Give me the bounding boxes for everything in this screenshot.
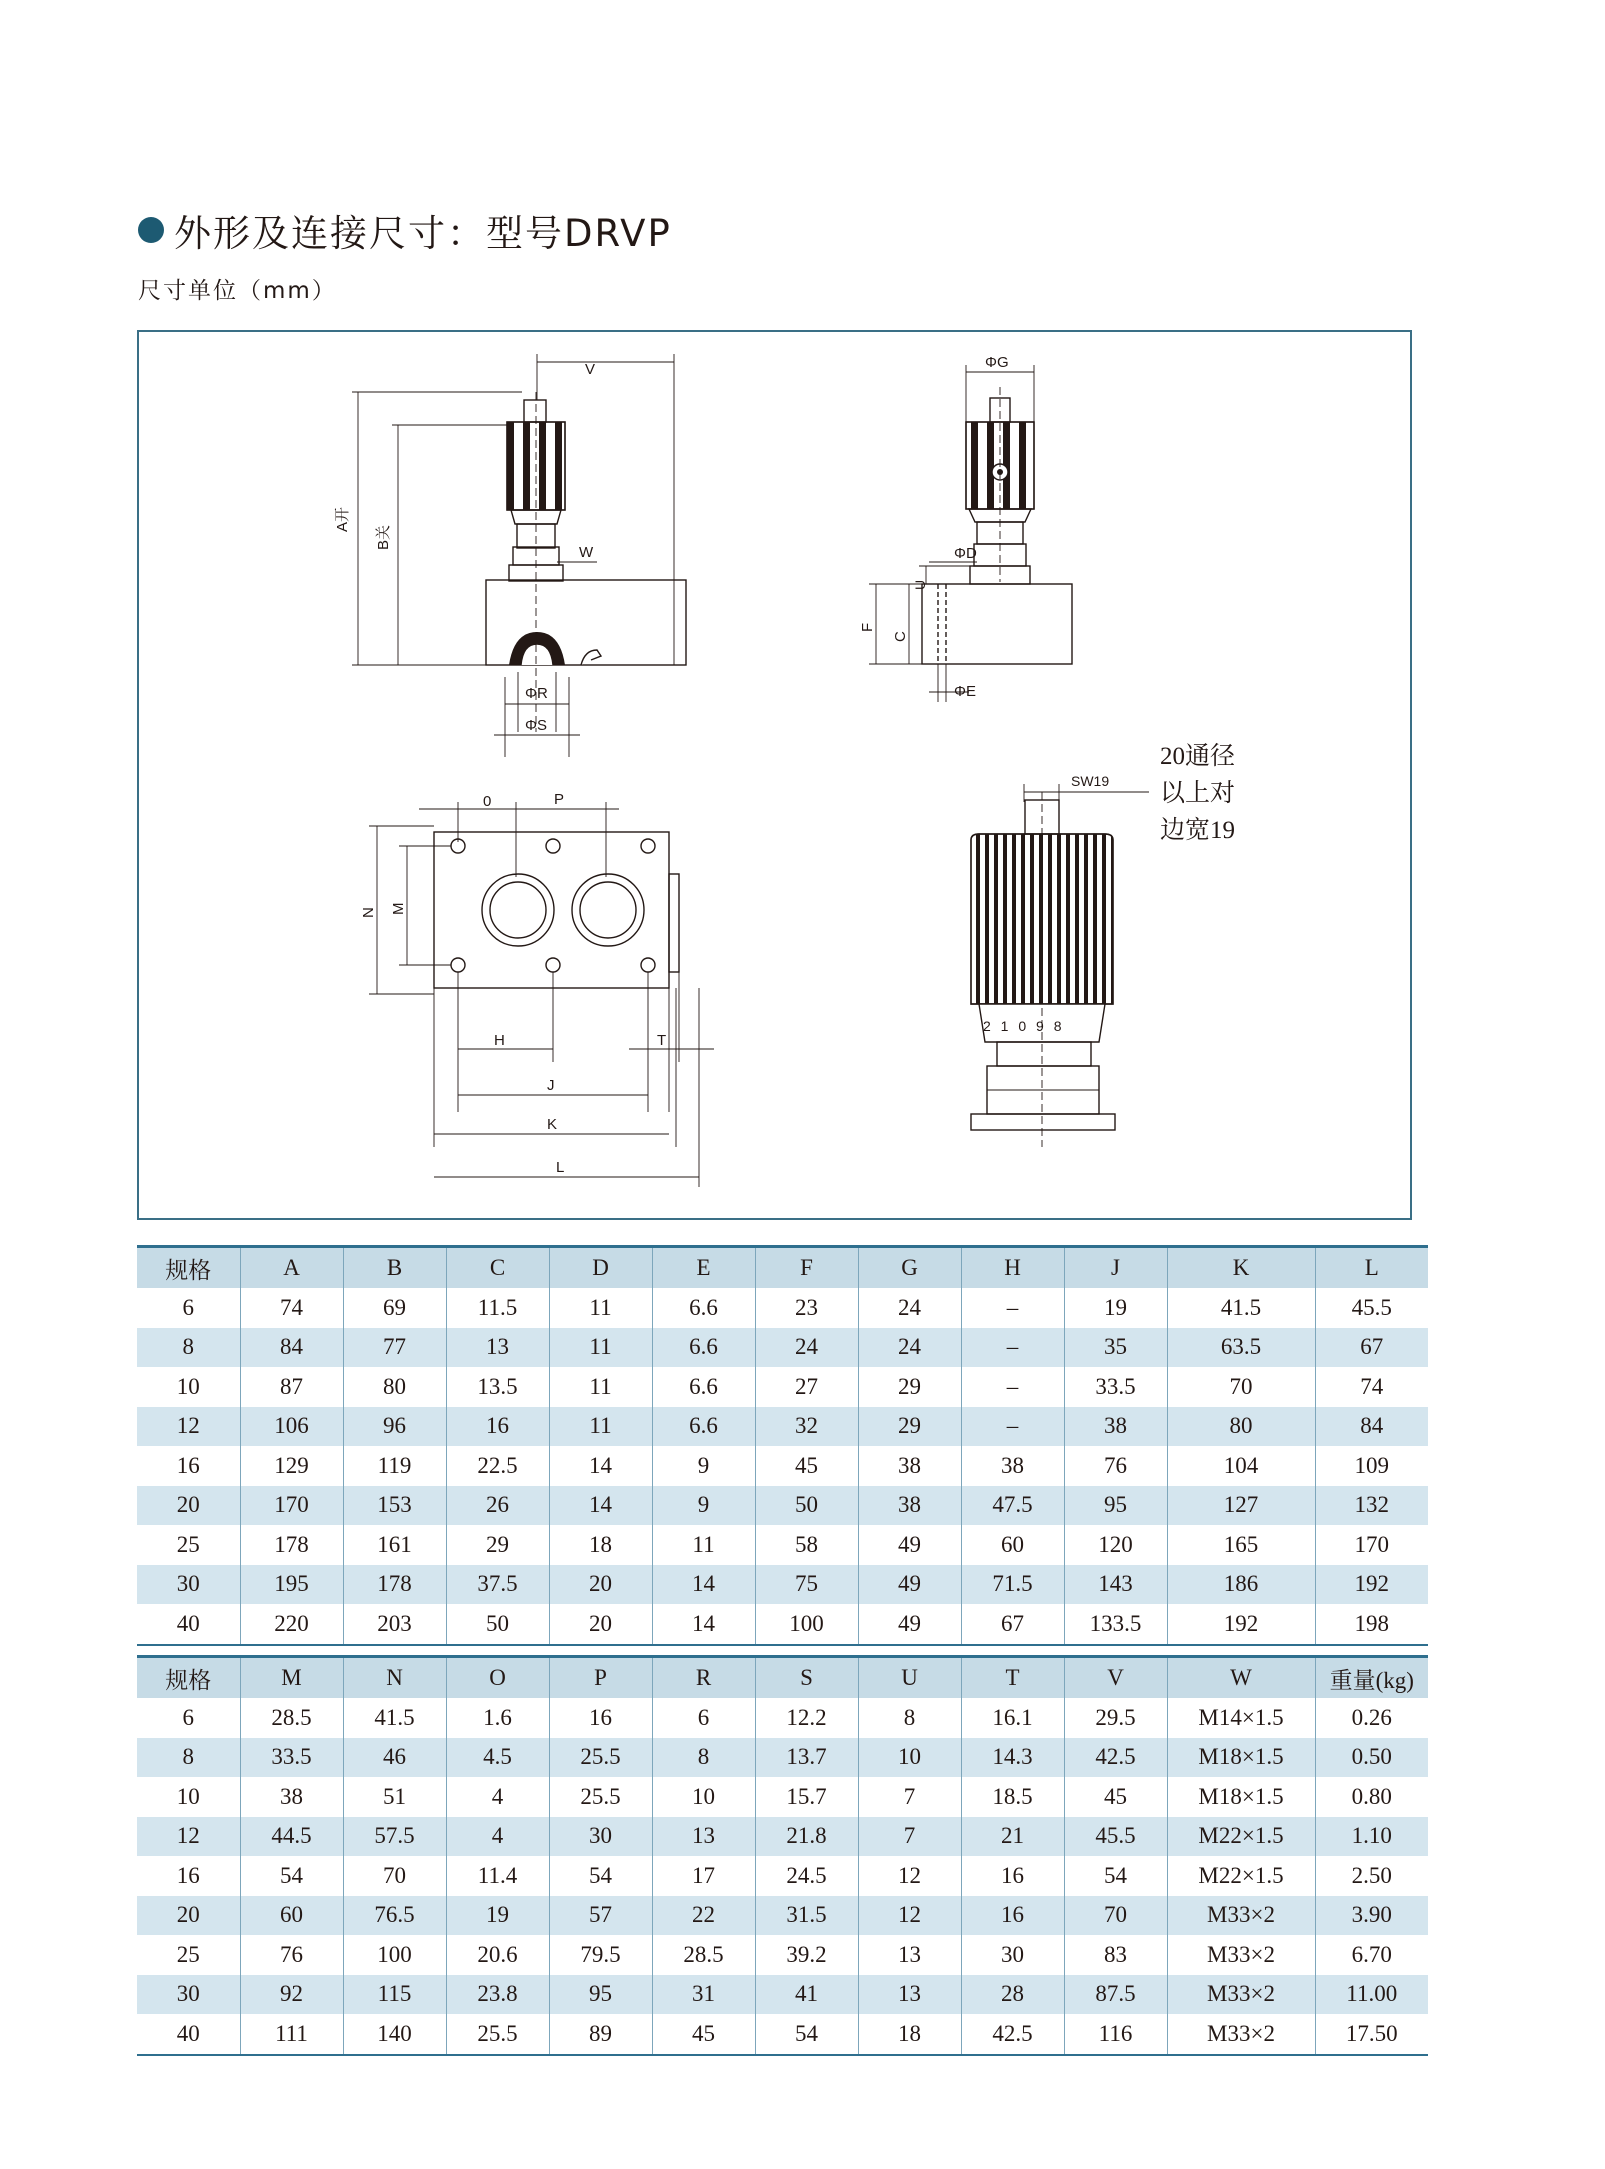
- table-cell: 13: [858, 1935, 961, 1975]
- table-cell: 33.5: [240, 1738, 343, 1778]
- table-cell: 54: [549, 1856, 652, 1896]
- table-cell: 178: [343, 1565, 446, 1605]
- table-cell: M18×1.5: [1167, 1777, 1315, 1817]
- table-cell: 76: [1064, 1446, 1167, 1486]
- table-cell: 140: [343, 2014, 446, 2055]
- table-cell: 38: [858, 1486, 961, 1526]
- table-cell: 192: [1315, 1565, 1428, 1605]
- table-cell: 8: [137, 1738, 240, 1778]
- table-cell: 198: [1315, 1604, 1428, 1645]
- dim-label-s: ΦS: [525, 717, 547, 734]
- table-cell: 74: [240, 1288, 343, 1328]
- table-cell: 133.5: [1064, 1604, 1167, 1645]
- table-cell: 54: [240, 1856, 343, 1896]
- table-header-cell: E: [652, 1247, 755, 1289]
- table-cell: 16: [961, 1856, 1064, 1896]
- table-cell: 28.5: [240, 1698, 343, 1738]
- table-cell: 0.50: [1315, 1738, 1428, 1778]
- table-cell: M22×1.5: [1167, 1817, 1315, 1857]
- table-row: [137, 1288, 1428, 1328]
- table-cell: 109: [1315, 1446, 1428, 1486]
- table-header-cell: F: [755, 1247, 858, 1289]
- table-cell: 60: [240, 1896, 343, 1936]
- table-cell: 28: [961, 1975, 1064, 2015]
- table-cell: 18: [858, 2014, 961, 2055]
- table-cell: M33×2: [1167, 1975, 1315, 2015]
- table-cell: M18×1.5: [1167, 1738, 1315, 1778]
- table-cell: 19: [446, 1896, 549, 1936]
- table-cell: 40: [137, 1604, 240, 1645]
- front-view: [352, 354, 686, 757]
- table-cell: 132: [1315, 1486, 1428, 1526]
- table-cell: 119: [343, 1446, 446, 1486]
- table-cell: 161: [343, 1525, 446, 1565]
- table-cell: 67: [1315, 1328, 1428, 1368]
- table-cell: 89: [549, 2014, 652, 2055]
- bottom-view: [369, 802, 714, 1187]
- table-cell: 45.5: [1064, 1817, 1167, 1857]
- dim-label-e: ΦE: [954, 683, 976, 700]
- table-cell: 38: [961, 1446, 1064, 1486]
- table-header-cell: W: [1167, 1657, 1315, 1699]
- table-row: [137, 1896, 1428, 1936]
- table-row: [137, 1738, 1428, 1778]
- table-row: [137, 1817, 1428, 1857]
- table-cell: 16: [176, 1862, 200, 1888]
- unit-label: 尺寸单位（mm）: [138, 278, 337, 304]
- table-cell: 129: [240, 1446, 343, 1486]
- table-cell: 6.70: [1315, 1935, 1428, 1975]
- table-cell: 18.5: [961, 1777, 1064, 1817]
- table-cell: 4: [446, 1817, 549, 1857]
- table-cell: 28.5: [652, 1935, 755, 1975]
- table-row: [137, 1698, 1428, 1738]
- table-cell: 24: [755, 1328, 858, 1368]
- table-cell: 0.80: [1315, 1777, 1428, 1817]
- table-cell: 19: [1064, 1288, 1167, 1328]
- table-cell: 195: [240, 1565, 343, 1605]
- table-cell: 42.5: [1064, 1738, 1167, 1778]
- table-row: [137, 1328, 1428, 1368]
- table-header-cell: P: [549, 1657, 652, 1699]
- table-header-cell: C: [446, 1247, 549, 1289]
- table-cell: 120: [1064, 1525, 1167, 1565]
- dim-label-a: A开: [334, 506, 351, 532]
- table-cell: 21.8: [755, 1817, 858, 1857]
- table-header-cell: L: [1315, 1247, 1428, 1289]
- table-cell: 51: [343, 1777, 446, 1817]
- table-cell: 25: [176, 1941, 200, 1967]
- table-cell: 29: [858, 1367, 961, 1407]
- table-cell: 54: [755, 2014, 858, 2055]
- table-cell: 69: [343, 1288, 446, 1328]
- table-cell: 71.5: [961, 1565, 1064, 1605]
- dim-label-u: U: [912, 579, 928, 590]
- table-cell: 41.5: [1167, 1288, 1315, 1328]
- table-row: [137, 1975, 1428, 2015]
- table-cell: 6: [182, 1294, 194, 1320]
- table-cell: 14: [549, 1446, 652, 1486]
- table-cell: 17.50: [1315, 2014, 1428, 2055]
- bullet-icon: [138, 217, 164, 243]
- table-cell: 46: [343, 1738, 446, 1778]
- table-cell: 14: [652, 1565, 755, 1605]
- table-cell: 111: [240, 2014, 343, 2055]
- table-cell: 41.5: [343, 1698, 446, 1738]
- table-cell: 32: [755, 1407, 858, 1447]
- table-cell: M33×2: [1167, 1896, 1315, 1936]
- table-cell: 30: [549, 1817, 652, 1857]
- dim-label-c: C: [892, 631, 909, 642]
- table-cell: 45.5: [1315, 1288, 1428, 1328]
- dim-label-l: L: [556, 1159, 565, 1176]
- table-cell: 25.5: [446, 2014, 549, 2055]
- table-cell: 13: [446, 1328, 549, 1368]
- dim-label-sw: SW19: [1071, 773, 1110, 789]
- table-cell: –: [961, 1328, 1064, 1368]
- dim-label-o: 0: [483, 793, 492, 810]
- table-cell: 96: [343, 1407, 446, 1447]
- table-cell: 12.2: [755, 1698, 858, 1738]
- dim-label-g: ΦG: [985, 354, 1009, 371]
- dim-label-r: ΦR: [525, 685, 548, 702]
- table-cell: 95: [1064, 1486, 1167, 1526]
- table-cell: 54: [1064, 1856, 1167, 1896]
- table-cell: 30: [961, 1935, 1064, 1975]
- table-cell: 9: [652, 1446, 755, 1486]
- table-cell: 12: [858, 1896, 961, 1936]
- table-header-cell: G: [858, 1247, 961, 1289]
- table-cell: 192: [1167, 1604, 1315, 1645]
- dim-label-m: M: [390, 902, 407, 915]
- table-cell: 23: [755, 1288, 858, 1328]
- table-cell: 38: [1064, 1407, 1167, 1447]
- table-cell: 6.6: [652, 1288, 755, 1328]
- table-header-row: [137, 1657, 1428, 1699]
- table-cell: 30: [137, 1565, 240, 1605]
- table-cell: 33.5: [1064, 1367, 1167, 1407]
- note-line: 以上对: [1160, 780, 1236, 807]
- table-cell: 127: [1167, 1486, 1315, 1526]
- table-cell: 84: [1315, 1407, 1428, 1447]
- table-cell: 4: [446, 1777, 549, 1817]
- table-cell: 22: [652, 1896, 755, 1936]
- table-cell: 38: [858, 1446, 961, 1486]
- table-cell: M22×1.5: [1167, 1856, 1315, 1896]
- table-cell: 38: [240, 1777, 343, 1817]
- table-cell: 10: [176, 1783, 200, 1809]
- table-cell: 11: [549, 1328, 652, 1368]
- table-cell: 83: [1064, 1935, 1167, 1975]
- table-cell: 15.7: [755, 1777, 858, 1817]
- table-cell: 47.5: [961, 1486, 1064, 1526]
- table-cell: 29: [446, 1525, 549, 1565]
- table-cell: 76: [240, 1935, 343, 1975]
- table-cell: 11: [652, 1525, 755, 1565]
- table-cell: 67: [961, 1604, 1064, 1645]
- table-cell: 30: [137, 1975, 240, 2015]
- table-cell: 11.00: [1315, 1975, 1428, 2015]
- table-row: [137, 1446, 1428, 1486]
- table-cell: 25: [176, 1531, 200, 1557]
- table-cell: 31: [652, 1975, 755, 2015]
- table-cell: 11: [549, 1407, 652, 1447]
- table-cell: 39.2: [755, 1935, 858, 1975]
- table-header-cell: K: [1167, 1247, 1315, 1289]
- table-cell: M33×2: [1167, 2014, 1315, 2055]
- dim-label-k: K: [547, 1116, 558, 1133]
- table-cell: 20: [137, 1896, 240, 1936]
- page-title: [138, 200, 672, 260]
- table-cell: 10: [652, 1777, 755, 1817]
- table-cell: 45: [1064, 1777, 1167, 1817]
- dim-label-p: P: [554, 791, 565, 808]
- table-cell: 10: [858, 1738, 961, 1778]
- table-cell: 165: [1167, 1525, 1315, 1565]
- table-cell: 13: [858, 1975, 961, 2015]
- table-cell: 8: [652, 1738, 755, 1778]
- table-row: [137, 1935, 1428, 1975]
- table-cell: 6: [652, 1698, 755, 1738]
- table-cell: 24: [858, 1288, 961, 1328]
- table-cell: 49: [858, 1565, 961, 1605]
- table-row: [137, 1604, 1428, 1645]
- table-cell: 104: [1167, 1446, 1315, 1486]
- table-cell: 100: [343, 1935, 446, 1975]
- table-cell: 16: [549, 1698, 652, 1738]
- table-header-cell: T: [961, 1657, 1064, 1699]
- title-text: 外形及连接尺寸：型号DRVP: [174, 212, 672, 255]
- dimension-table-2: [137, 1655, 1428, 2056]
- table-cell: 29.5: [1064, 1698, 1167, 1738]
- table-cell: 6.6: [652, 1328, 755, 1368]
- table-cell: –: [961, 1288, 1064, 1328]
- table-header-cell: H: [961, 1247, 1064, 1289]
- table-cell: 0.26: [1315, 1698, 1428, 1738]
- table-cell: 11: [549, 1367, 652, 1407]
- table-cell: 106: [240, 1407, 343, 1447]
- table-header-cell: S: [755, 1657, 858, 1699]
- table-header-cell: O: [446, 1657, 549, 1699]
- table-cell: 8: [858, 1698, 961, 1738]
- table-row: [137, 1486, 1428, 1526]
- table-header-cell: D: [549, 1247, 652, 1289]
- table-cell: 203: [343, 1604, 446, 1645]
- table-row: [137, 1565, 1428, 1605]
- table-cell: 186: [1167, 1565, 1315, 1605]
- dim-label-b: B关: [375, 524, 392, 550]
- table-cell: 16: [176, 1452, 200, 1478]
- table-cell: 76.5: [343, 1896, 446, 1936]
- table-cell: 11.5: [446, 1288, 549, 1328]
- table-cell: 170: [1315, 1525, 1428, 1565]
- table-cell: 16: [446, 1407, 549, 1447]
- table-cell: –: [961, 1407, 1064, 1447]
- table-cell: 27: [755, 1367, 858, 1407]
- table-cell: 95: [549, 1975, 652, 2015]
- dim-label-h: H: [494, 1032, 505, 1049]
- table-cell: 8: [137, 1328, 240, 1368]
- dim-label-n: N: [360, 907, 377, 918]
- table-header-row: [137, 1247, 1428, 1289]
- table-cell: 20: [549, 1565, 652, 1605]
- table-cell: 77: [343, 1328, 446, 1368]
- table-cell: 84: [240, 1328, 343, 1368]
- table-cell: 24.5: [755, 1856, 858, 1896]
- table-cell: 16: [961, 1896, 1064, 1936]
- table-row: [137, 1407, 1428, 1447]
- table-cell: 13.7: [755, 1738, 858, 1778]
- table-cell: 4.5: [446, 1738, 549, 1778]
- table-header-cell: R: [652, 1657, 755, 1699]
- table-cell: 41: [755, 1975, 858, 2015]
- dim-label-d: ΦD: [954, 545, 977, 562]
- dim-label-t: T: [657, 1032, 667, 1049]
- table-cell: 7: [858, 1817, 961, 1857]
- table-cell: 100: [755, 1604, 858, 1645]
- table-cell: –: [961, 1367, 1064, 1407]
- table-cell: 178: [240, 1525, 343, 1565]
- table-cell: 70: [1167, 1367, 1315, 1407]
- table-header-cell: J: [1064, 1247, 1167, 1289]
- scale-numbers: 2 1 0 9 8: [983, 1018, 1065, 1034]
- table-cell: 57.5: [343, 1817, 446, 1857]
- table-cell: 153: [343, 1486, 446, 1526]
- table-cell: 20.6: [446, 1935, 549, 1975]
- table-cell: 18: [549, 1525, 652, 1565]
- table-cell: 7: [858, 1777, 961, 1817]
- table-cell: 50: [446, 1604, 549, 1645]
- table-cell: 6: [182, 1704, 194, 1730]
- table-cell: 14: [549, 1486, 652, 1526]
- table-cell: 42.5: [961, 2014, 1064, 2055]
- table-cell: 10: [176, 1373, 200, 1399]
- table-cell: 44.5: [240, 1817, 343, 1857]
- table-cell: 74: [1315, 1367, 1428, 1407]
- table-cell: 3.90: [1315, 1896, 1428, 1936]
- table-cell: 12: [858, 1856, 961, 1896]
- table-cell: 1.6: [446, 1698, 549, 1738]
- table-cell: 26: [446, 1486, 549, 1526]
- note-line: 20通径: [1160, 743, 1236, 770]
- table-header-cell: 规格: [137, 1247, 240, 1289]
- table-row: [137, 1367, 1428, 1407]
- table-cell: 79.5: [549, 1935, 652, 1975]
- table-cell: 45: [652, 2014, 755, 2055]
- table-cell: 57: [549, 1896, 652, 1936]
- table-row: [137, 2014, 1428, 2055]
- table-cell: 6.6: [652, 1407, 755, 1447]
- table-cell: 31.5: [755, 1896, 858, 1936]
- table-cell: 45: [755, 1446, 858, 1486]
- table-cell: 22.5: [446, 1446, 549, 1486]
- table-cell: 220: [240, 1604, 343, 1645]
- side-view: [869, 365, 1072, 702]
- table-cell: 143: [1064, 1565, 1167, 1605]
- table-cell: 14.3: [961, 1738, 1064, 1778]
- dim-label-v: V: [585, 361, 596, 378]
- table-header-cell: 规格: [137, 1657, 240, 1699]
- note-text: [1160, 738, 1235, 849]
- table-cell: 23.8: [446, 1975, 549, 2015]
- table-cell: 13.5: [446, 1367, 549, 1407]
- table-cell: M33×2: [1167, 1935, 1315, 1975]
- table-header-cell: U: [858, 1657, 961, 1699]
- table-cell: 60: [961, 1525, 1064, 1565]
- table-cell: M14×1.5: [1167, 1698, 1315, 1738]
- table-cell: 12: [137, 1407, 240, 1447]
- table-cell: 21: [961, 1817, 1064, 1857]
- table-cell: 24: [858, 1328, 961, 1368]
- table-cell: 25.5: [549, 1777, 652, 1817]
- table-cell: 12: [137, 1817, 240, 1857]
- table-cell: 37.5: [446, 1565, 549, 1605]
- table-cell: 29: [858, 1407, 961, 1447]
- table-cell: 170: [240, 1486, 343, 1526]
- table-cell: 87: [240, 1367, 343, 1407]
- table-cell: 63.5: [1167, 1328, 1315, 1368]
- dimension-table-1: [137, 1245, 1428, 1646]
- table-cell: 16.1: [961, 1698, 1064, 1738]
- table-header-cell: V: [1064, 1657, 1167, 1699]
- table-cell: 9: [652, 1486, 755, 1526]
- table-row: [137, 1856, 1428, 1896]
- table-cell: 14: [652, 1604, 755, 1645]
- table-header-cell: B: [343, 1247, 446, 1289]
- table-cell: 80: [343, 1367, 446, 1407]
- table-cell: 70: [343, 1856, 446, 1896]
- table-cell: 80: [1167, 1407, 1315, 1447]
- table-cell: 20: [137, 1486, 240, 1526]
- knob-detail-view: [971, 784, 1149, 1147]
- dim-label-j: J: [547, 1077, 555, 1094]
- dim-label-f: F: [859, 622, 876, 632]
- table-cell: 2.50: [1315, 1856, 1428, 1896]
- table-cell: 116: [1064, 2014, 1167, 2055]
- table-cell: 75: [755, 1565, 858, 1605]
- table-header-cell: M: [240, 1657, 343, 1699]
- table-cell: 49: [858, 1604, 961, 1645]
- table-cell: 115: [343, 1975, 446, 2015]
- table-header-cell: A: [240, 1247, 343, 1289]
- table-cell: 92: [240, 1975, 343, 2015]
- table-cell: 6.6: [652, 1367, 755, 1407]
- table-cell: 13: [652, 1817, 755, 1857]
- table-cell: 58: [755, 1525, 858, 1565]
- table-cell: 35: [1064, 1328, 1167, 1368]
- table-cell: 17: [652, 1856, 755, 1896]
- table-cell: 50: [755, 1486, 858, 1526]
- table-cell: 40: [137, 2014, 240, 2055]
- table-cell: 20: [549, 1604, 652, 1645]
- table-cell: 49: [858, 1525, 961, 1565]
- note-line: 边宽19: [1160, 817, 1236, 844]
- table-cell: 87.5: [1064, 1975, 1167, 2015]
- table-row: [137, 1777, 1428, 1817]
- dim-label-w: W: [579, 544, 594, 561]
- table-cell: 70: [1064, 1896, 1167, 1936]
- table-header-cell: N: [343, 1657, 446, 1699]
- table-row: [137, 1525, 1428, 1565]
- table-cell: 11: [549, 1288, 652, 1328]
- table-cell: 25.5: [549, 1738, 652, 1778]
- table-cell: 11.4: [446, 1856, 549, 1896]
- table-cell: 1.10: [1315, 1817, 1428, 1857]
- table-header-cell: 重量(kg): [1315, 1657, 1428, 1699]
